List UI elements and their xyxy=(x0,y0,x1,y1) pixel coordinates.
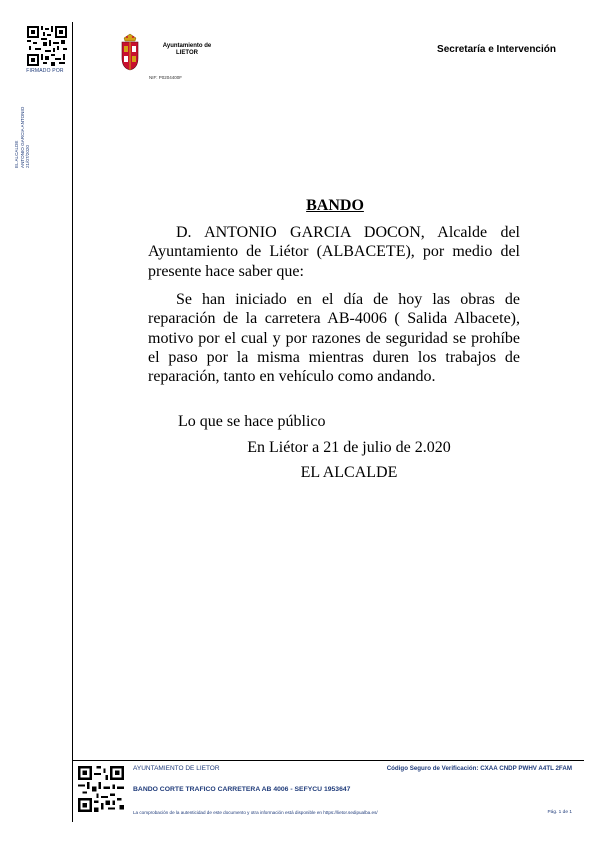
page-number: Pág. 1 de 1 xyxy=(547,810,572,815)
signer-name: ANTONIO GARCIA ANTONIO xyxy=(19,106,25,168)
verification-code: Código Seguro de Verificación: CXAA CNDP PWHV A4TL 2FAM xyxy=(386,765,572,772)
footer-divider xyxy=(72,760,584,761)
footer-document-title: BANDO CORTE TRAFICO CARRETERA AB 4006 - SEFYCU 1953647 xyxy=(133,786,351,793)
nif-text: NIF: P0204400F xyxy=(149,75,183,80)
signer-date: 21/07/2020 xyxy=(25,145,31,168)
signed-by-label: FIRMADO POR xyxy=(26,68,64,74)
verification-note: La comprobación de la autenticidad de este documento y otra información está disponible en https://lietor.sedipualba.es/ xyxy=(133,810,378,815)
qr-code-icon xyxy=(27,26,67,66)
paragraph-notice: Se han iniciado en el día de hoy las obras de reparación de la carretera AB-4006 ( Salida Albacete), motivo por el cual y por razones de seguridad se prohíbe el paso por la misma mientras duren los trabajos de reparación, tanto en vehículo como andando. xyxy=(148,291,520,386)
coat-of-arms-icon xyxy=(119,32,141,72)
ayuntamiento-line2: LIETOR xyxy=(176,50,198,56)
footer-ayuntamiento: AYUNTAMIENTO DE LIETOR xyxy=(133,765,220,772)
qr-code-icon xyxy=(78,766,124,812)
paragraph-public: Lo que se hace público xyxy=(178,413,326,430)
ayuntamiento-line1: Ayuntamiento de xyxy=(162,43,212,49)
place-date: En Liétor a 21 de julio de 2.020 xyxy=(247,439,451,456)
department-label: Secretaría e Intervención xyxy=(437,44,556,55)
paragraph-intro: D. ANTONIO GARCIA DOCON, Alcalde del Ayuntamiento de Liétor (ALBACETE), por medio del presente hace saber que: xyxy=(148,224,520,280)
signer-stamp xyxy=(14,78,64,168)
signer-role: EL ALCALDE xyxy=(14,140,19,168)
margin-line xyxy=(72,22,73,822)
signature-title: EL ALCALDE xyxy=(300,464,398,481)
ayuntamiento-name xyxy=(152,43,222,57)
document-title: BANDO xyxy=(306,197,364,214)
